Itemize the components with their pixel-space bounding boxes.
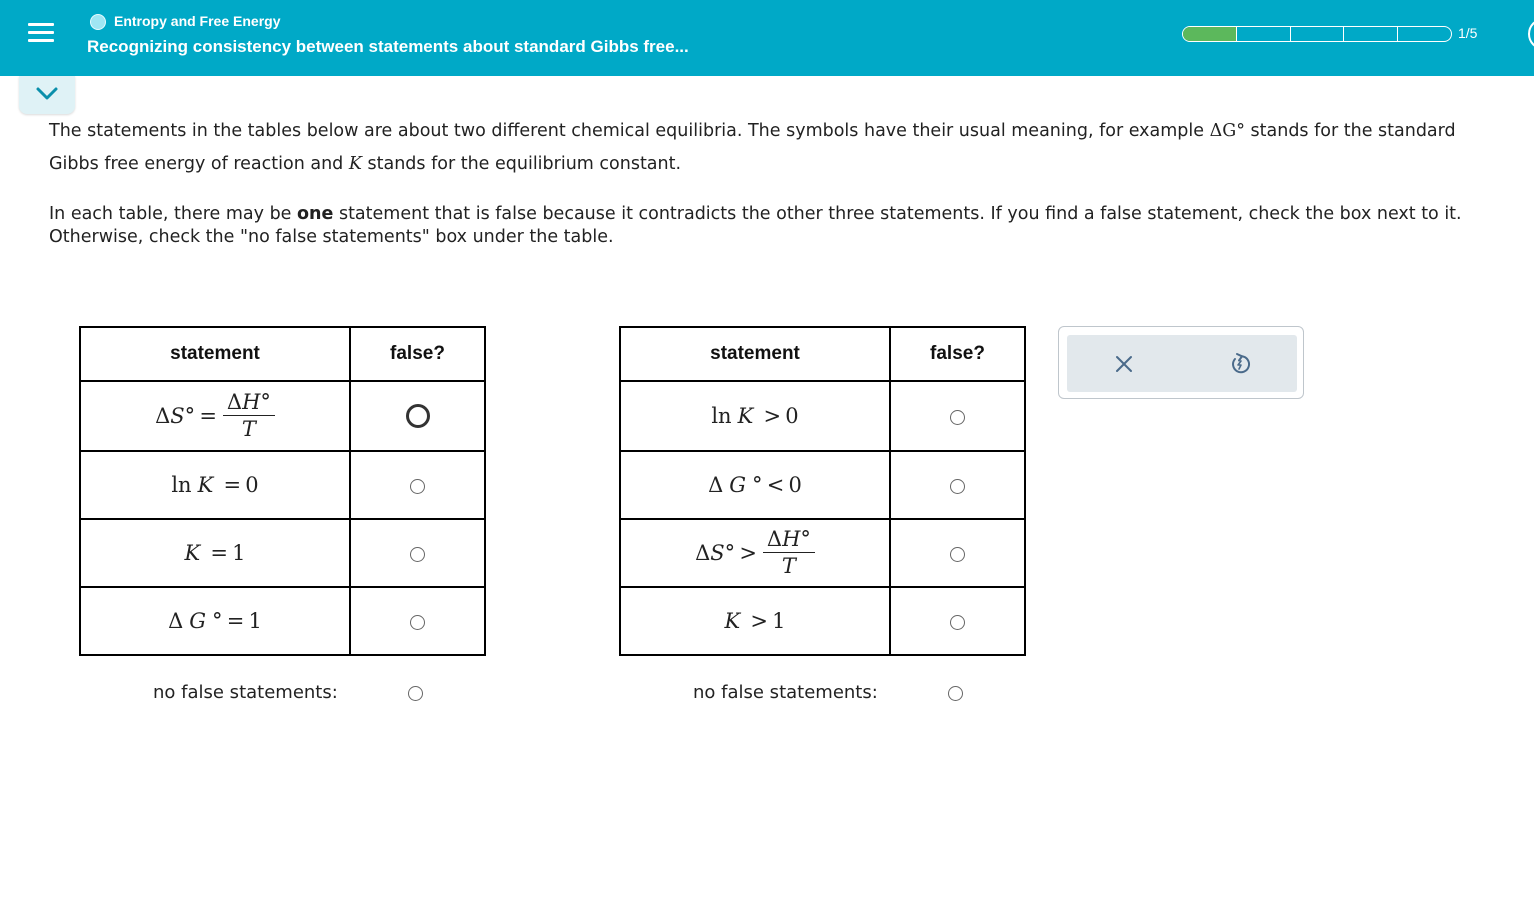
false-cell: [350, 381, 485, 451]
intro-text: statement that is false because it contradicts the other three statements. If you find a false statement, check the box next to it.: [333, 204, 1462, 224]
fraction: [223, 389, 275, 444]
menu-icon: [28, 23, 54, 26]
table-row: [620, 381, 1025, 451]
fraction-numerator: ΔH°: [763, 526, 815, 553]
close-icon: [1110, 350, 1138, 378]
table-row: [80, 381, 485, 451]
fraction: [763, 526, 815, 581]
statement-table-1: [79, 326, 486, 656]
statement-header: statement: [80, 327, 350, 381]
false-cell: [890, 519, 1025, 587]
intro-bold: one: [297, 204, 334, 224]
intro-paragraph-1b: [49, 154, 1534, 174]
false-radio-t2-r2[interactable]: [950, 479, 965, 494]
false-radio-t2-r1[interactable]: [950, 410, 965, 425]
header-bar: [0, 0, 1534, 76]
false-radio-t1-r1[interactable]: [406, 404, 430, 428]
statement-text: Δ G ° < 0: [708, 473, 802, 497]
false-cell: [350, 451, 485, 519]
false-header: false?: [350, 327, 485, 381]
table-row: [620, 519, 1025, 587]
false-radio-t1-r4[interactable]: [410, 615, 425, 630]
clear-button[interactable]: [1110, 350, 1138, 378]
progress-bar: [1182, 26, 1452, 42]
table-row: [80, 519, 485, 587]
more-button[interactable]: [1528, 18, 1534, 50]
collapse-button[interactable]: [19, 76, 75, 114]
false-cell: [350, 587, 485, 655]
intro-text: stands for the equilibrium constant.: [361, 154, 682, 174]
statement-cell: [620, 519, 890, 587]
intro-text: stands for the standard: [1244, 121, 1456, 141]
intro-text: Gibbs free energy of reaction and: [49, 154, 349, 174]
no-false-radio-2[interactable]: [948, 686, 963, 701]
math-k: K: [348, 154, 362, 174]
statement-text: ln K = 0: [171, 473, 259, 497]
statement-table-2: [619, 326, 1026, 656]
progress-segment: [1183, 27, 1237, 41]
table-row: [620, 587, 1025, 655]
false-cell: [350, 519, 485, 587]
progress-segment: [1398, 27, 1451, 41]
fraction-numerator: ΔH°: [223, 389, 275, 416]
false-radio-t1-r2[interactable]: [410, 479, 425, 494]
statement-header: statement: [620, 327, 890, 381]
statement-text: [155, 389, 275, 444]
chevron-down-icon: [35, 84, 59, 104]
undo-button[interactable]: [1226, 350, 1254, 378]
false-cell: [890, 381, 1025, 451]
progress-text: 1/5: [1458, 25, 1478, 41]
progress-segment: [1344, 27, 1398, 41]
intro-text: The statements in the tables below are about two different chemical equilibria. The symbols have their usual meaning, for example: [49, 121, 1210, 141]
no-false-label-2: no false statements:: [693, 682, 878, 703]
false-cell: [890, 587, 1025, 655]
false-header: false?: [890, 327, 1025, 381]
lesson-title: Recognizing consistency between statements about standard Gibbs free...: [87, 37, 689, 56]
statement-cell: [620, 381, 890, 451]
fraction-denominator: T: [781, 553, 796, 578]
statement-text: [695, 526, 815, 581]
math-delta-g: ΔG°: [1209, 121, 1245, 141]
table-row: [620, 451, 1025, 519]
statement-text: ln K > 0: [711, 404, 799, 428]
statement-text: K > 1: [724, 609, 786, 633]
false-cell: [890, 451, 1025, 519]
statement-text: K = 1: [184, 541, 246, 565]
statement-cell: [80, 381, 350, 451]
no-false-label-1: no false statements:: [153, 682, 338, 703]
topic-status-icon: [90, 14, 106, 30]
statement-cell: [620, 451, 890, 519]
statement-cell: [80, 587, 350, 655]
menu-button[interactable]: [20, 18, 62, 48]
statement-cell: [80, 519, 350, 587]
no-false-radio-1[interactable]: [408, 686, 423, 701]
progress-segment: [1291, 27, 1345, 41]
false-radio-t2-r3[interactable]: [950, 547, 965, 562]
statement-cell: [80, 451, 350, 519]
undo-icon: [1226, 350, 1254, 378]
table-row: [80, 587, 485, 655]
intro-paragraph-1: [49, 121, 1534, 141]
statement-left: ΔS° >: [695, 540, 757, 565]
intro-paragraph-2: [49, 204, 1534, 224]
statement-text: Δ G ° = 1: [168, 609, 262, 633]
action-panel: [1058, 326, 1304, 399]
table-row: [80, 451, 485, 519]
statement-cell: [620, 587, 890, 655]
false-radio-t2-r4[interactable]: [950, 615, 965, 630]
false-radio-t1-r3[interactable]: [410, 547, 425, 562]
intro-text: In each table, there may be: [49, 204, 298, 224]
action-toolbar: [1067, 335, 1297, 392]
intro-paragraph-2b: Otherwise, check the "no false statements" box under the table.: [49, 227, 614, 247]
statement-left: ΔS° =: [155, 403, 217, 428]
fraction-denominator: T: [241, 416, 256, 441]
topic-title: Entropy and Free Energy: [114, 13, 281, 29]
progress-segment: [1237, 27, 1291, 41]
